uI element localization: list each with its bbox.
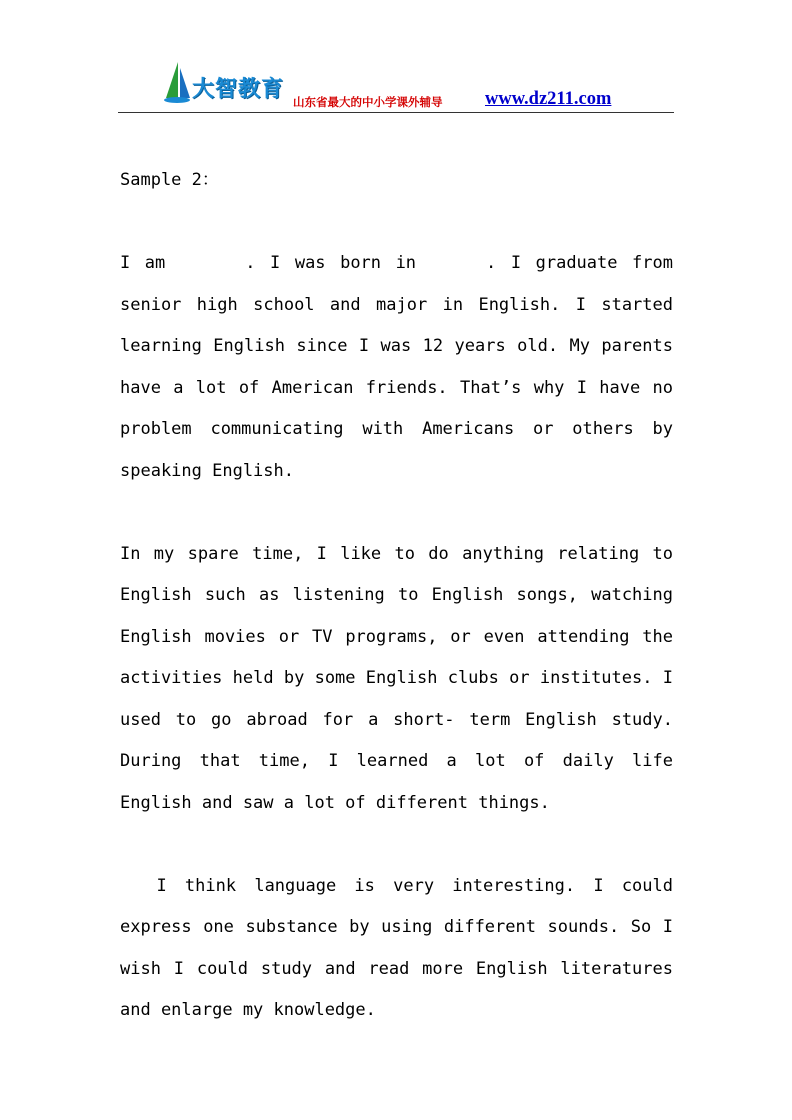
intro-rest-text: . I graduate from senior high school and major in English. I started learning English since I was 12 years old. My parents have a lot of American friends. That’s why I have no problem communicating with Americans or others by speaking English. xyxy=(120,253,673,481)
header-tagline: 山东省最大的中小学课外辅导 xyxy=(293,95,443,109)
intro-born-text: . I was born in xyxy=(245,253,417,273)
sample-heading: Sample 2： xyxy=(120,170,219,190)
header-divider xyxy=(118,112,674,113)
brand-logo-text: 大智教育 xyxy=(192,77,285,102)
paragraph-language: I think language is very interesting. I could express one substance by using different sounds. So I wish I could study and read more English literatures and enlarge my knowledge. xyxy=(120,875,673,1020)
paragraph-spare-time: In my spare time, I like to do anything relating to English such as listening to English songs, watching English movies or TV programs, or even attending the activities held by some English clubs or institutes. I used to go abroad for a short- term English study. During that time, I learned a lot of daily life English and saw a lot of different things. xyxy=(120,543,673,813)
page-header xyxy=(118,58,674,114)
sail-logo-icon xyxy=(162,60,192,104)
paragraph-intro xyxy=(120,243,673,492)
document-body xyxy=(120,160,673,1032)
intro-name-text: I am xyxy=(120,253,166,273)
site-url-link[interactable]: www.dz211.com xyxy=(485,89,612,109)
